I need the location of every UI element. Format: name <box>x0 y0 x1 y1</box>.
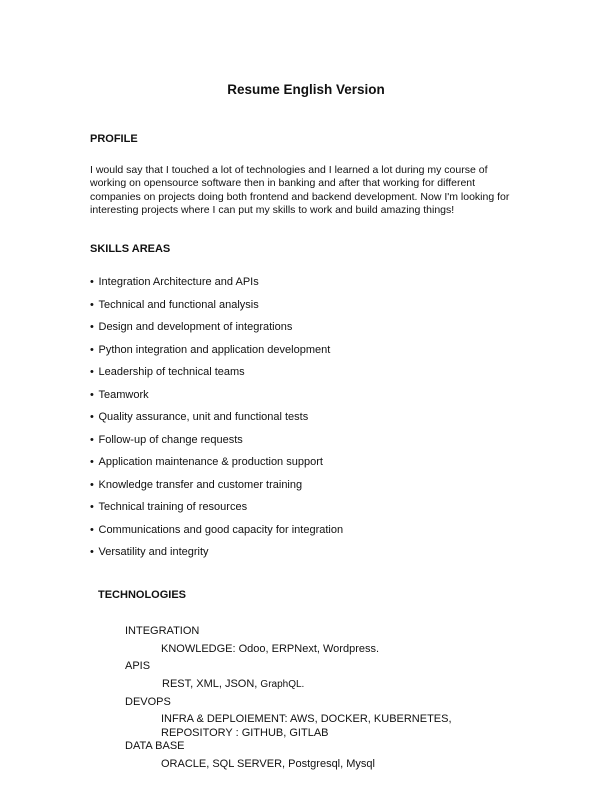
bullet-icon: • <box>90 546 94 558</box>
list-item <box>90 274 343 297</box>
skill-label: Follow-up of change requests <box>98 433 243 446</box>
skill-label: Quality assurance, unit and functional tests <box>98 411 309 423</box>
tech-item-apis <box>162 678 304 692</box>
bullet-icon: • <box>90 501 94 513</box>
tech-item-database: ORACLE, SQL SERVER, Postgresql, Mysql <box>161 758 375 770</box>
bullet-icon: • <box>90 411 94 423</box>
tech-item-apis-graphql: GraphQL. <box>260 679 305 690</box>
list-item <box>90 499 343 522</box>
bullet-icon: • <box>90 456 94 468</box>
bullet-icon: • <box>90 478 94 491</box>
list-item <box>90 544 343 567</box>
skill-label: Python integration and application development <box>98 343 331 356</box>
list-item <box>90 432 343 455</box>
skill-label: Application maintenance & production support <box>98 456 323 468</box>
list-item <box>90 319 343 342</box>
bullet-icon: • <box>90 366 94 378</box>
list-item <box>90 477 343 500</box>
technologies-heading: TECHNOLOGIES <box>98 589 187 601</box>
bullet-icon: • <box>90 276 94 288</box>
list-item <box>90 364 343 387</box>
list-item <box>90 454 343 477</box>
tech-item-integration: KNOWLEDGE: Odoo, ERPNext, Wordpress. <box>161 643 380 655</box>
tech-category-apis: APIS <box>125 660 151 672</box>
skill-label: Versatility and integrity <box>98 546 209 558</box>
skill-label: Technical training of resources <box>98 501 248 513</box>
list-item <box>90 342 343 365</box>
list-item <box>90 297 343 320</box>
skill-label: Design and development of integrations <box>98 321 293 333</box>
skills-heading: SKILLS AREAS <box>90 243 171 255</box>
skill-label: Leadership of technical teams <box>98 366 245 378</box>
skill-label: Technical and functional analysis <box>98 298 259 311</box>
document-title: Resume English Version <box>227 82 385 97</box>
profile-text: I would say that I touched a lot of technologies and I learned a lot during my course of working on opensource software then in banking and after that working for different companies on projects doing both frontend and backend development. Now I'm looking for interesting projects where I can put my skills to work and build amazing things! <box>90 164 510 216</box>
bullet-icon: • <box>90 523 94 536</box>
tech-item-devops-repository: REPOSITORY : GITHUB, GITLAB <box>161 727 329 739</box>
list-item <box>90 387 343 410</box>
bullet-icon: • <box>90 343 94 356</box>
skill-label: Communications and good capacity for integration <box>98 523 344 536</box>
skills-list <box>90 274 343 567</box>
bullet-icon: • <box>90 298 94 311</box>
profile-heading: PROFILE <box>90 133 138 145</box>
tech-category-integration: INTEGRATION <box>125 625 200 637</box>
tech-item-devops-infra: INFRA & DEPLOIEMENT: AWS, DOCKER, KUBERNETES, <box>161 713 452 725</box>
skill-label: Integration Architecture and APIs <box>98 276 259 288</box>
tech-category-devops: DEVOPS <box>125 696 171 708</box>
tech-item-apis-main: REST, XML, JSON, <box>162 678 261 690</box>
bullet-icon: • <box>90 321 94 333</box>
bullet-icon: • <box>90 433 94 446</box>
bullet-icon: • <box>90 388 94 401</box>
skill-label: Knowledge transfer and customer training <box>98 478 303 491</box>
skill-label: Teamwork <box>98 388 149 401</box>
list-item <box>90 522 343 545</box>
tech-category-database: DATA BASE <box>125 740 185 752</box>
list-item <box>90 409 343 432</box>
